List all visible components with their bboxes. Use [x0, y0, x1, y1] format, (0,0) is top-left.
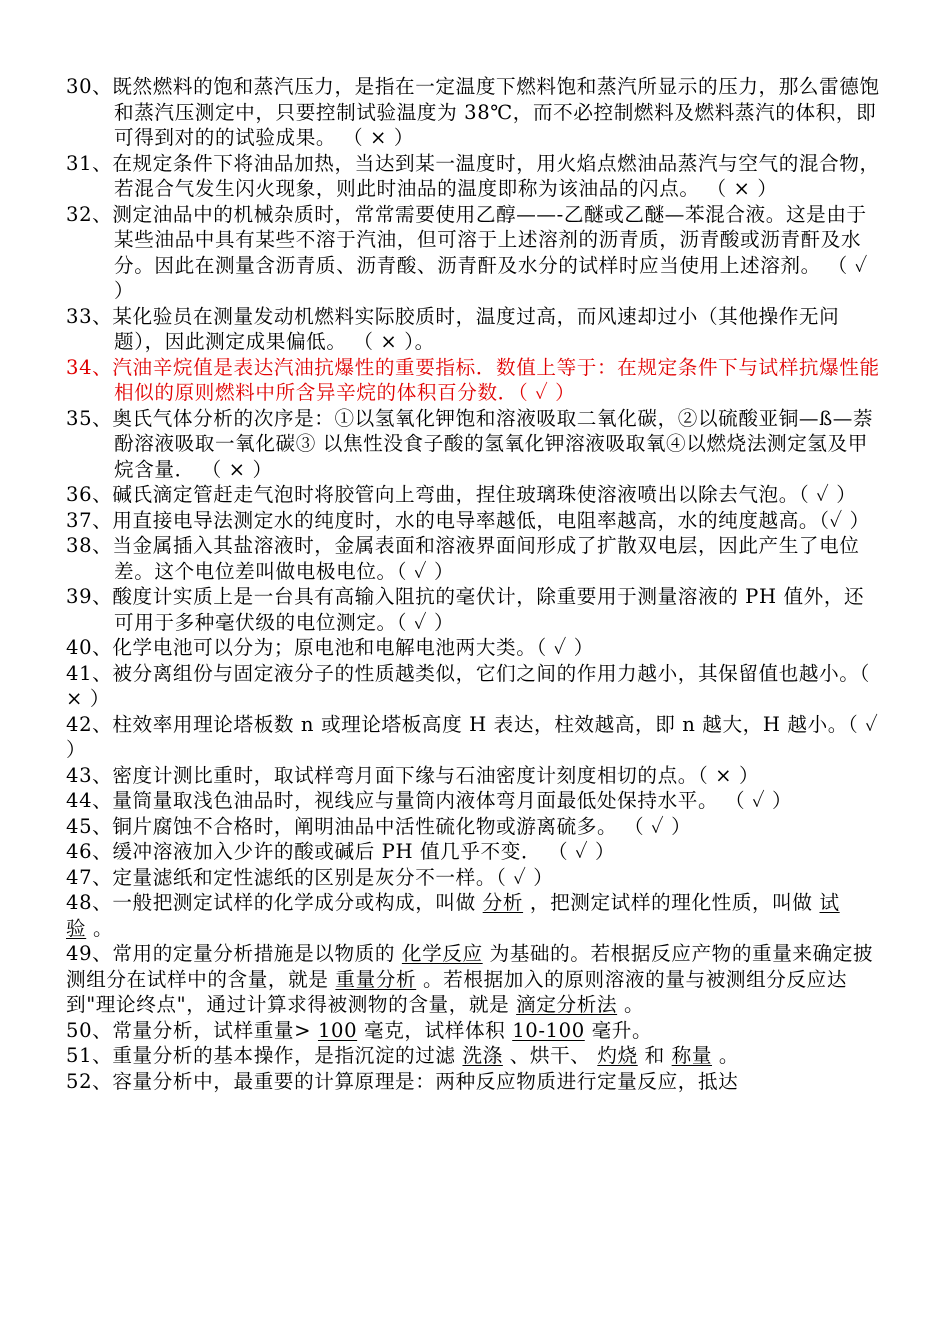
- question-number: 44: [66, 789, 93, 812]
- question-text: 、重量分析的基本操作，是指沉淀的过滤: [92, 1044, 456, 1067]
- question-text: 、柱效率用理论塔板数 n 或理论塔板高度 H 表达，柱效越高，即 n 越大，H 越小。（ ✓ ）: [66, 712, 879, 761]
- question-text: 。: [623, 993, 645, 1016]
- question-text: 。: [93, 916, 114, 940]
- fill-in-answer: 洗涤: [462, 1044, 503, 1067]
- question-35: [66, 406, 884, 483]
- fill-in-answer: 滴定分析法: [516, 993, 618, 1016]
- question-text: 、常用的定量分析措施是以物质的: [92, 942, 396, 965]
- question-39: [66, 584, 884, 635]
- question-text: ，把测定试样的理化性质，叫做: [529, 891, 813, 914]
- question-text: 、碱氏滴定管赶走气泡时将胶管向上弯曲，捏住玻璃珠使溶液喷出以除去气泡。（ ✓ ）: [92, 483, 857, 506]
- fill-in-answer: 灼烧: [597, 1044, 638, 1067]
- question-text: 、缓冲溶液加入少许的酸或碱后 PH 值几乎不变． （ ✓ ）: [92, 840, 616, 863]
- question-text: 为基础的。若根据反应产物的重量来确定披测组分在试样中的含量，就是: [66, 942, 874, 991]
- question-number: 31: [66, 151, 93, 175]
- question-40: [66, 635, 884, 661]
- question-number: 51: [66, 1044, 93, 1067]
- question-text: 、化学电池可以分为；原电池和电解电池两大类。（ ✓ ）: [92, 636, 594, 659]
- question-number: 35: [66, 406, 93, 430]
- question-text: 、密度计测比重时，取试样弯月面下缘与石油密度计刻度相切的点。（ × ）: [92, 763, 760, 787]
- question-number: 32: [66, 202, 93, 226]
- question-text: 。: [718, 1044, 740, 1067]
- question-number: 50: [66, 1018, 93, 1042]
- question-47: [66, 865, 884, 891]
- question-42: [66, 712, 884, 763]
- question-44: [66, 788, 884, 814]
- question-number: 40: [66, 636, 93, 659]
- question-37: [66, 508, 884, 534]
- fill-in-answer: 分析: [482, 891, 524, 914]
- question-33: [66, 304, 884, 355]
- question-38: [66, 533, 884, 584]
- question-number: 48: [66, 891, 93, 914]
- question-text: 、酸度计实质上是一台具有高输入阻抗的毫伏计，除重要用于测量溶液的 PH 值外，还可用于多种毫伏级的电位测定。（ ✓ ）: [92, 585, 865, 634]
- question-36: [66, 482, 884, 508]
- question-number: 49: [66, 942, 93, 965]
- question-number: 52: [66, 1069, 93, 1093]
- question-text: 、用直接电导法测定水的纯度时，水的电导率越低，电阻率越高，水的纯度越高。（✓ ）: [92, 508, 870, 532]
- fill-in-answer: 10-100: [512, 1018, 585, 1042]
- question-number: 42: [66, 712, 93, 736]
- question-51: [66, 1043, 884, 1069]
- fill-in-answer: 试验: [66, 891, 840, 940]
- question-number: 45: [66, 814, 93, 838]
- question-45: [66, 814, 884, 840]
- question-48: [66, 890, 884, 941]
- question-number: 30: [66, 75, 93, 98]
- question-number: 47: [66, 865, 93, 889]
- question-text: 毫升。: [591, 1018, 653, 1042]
- question-52: [66, 1069, 884, 1095]
- question-text: 和: [644, 1044, 665, 1067]
- question-50: [66, 1018, 884, 1044]
- question-41: [66, 661, 884, 712]
- question-text: 、定量滤纸和定性滤纸的区别是灰分不一样。（ ✓ ）: [92, 865, 554, 889]
- question-number: 34: [66, 355, 93, 379]
- question-number: 43: [66, 763, 93, 787]
- question-31: [66, 151, 884, 202]
- question-text: 、被分离组份与固定液分子的性质越类似，它们之间的作用力越小，其保留值也越小。（ × ）: [66, 661, 870, 710]
- question-text: 、烘干、: [509, 1044, 591, 1067]
- fill-in-answer: 重量分析: [335, 967, 417, 991]
- question-text: 、某化验员在测量发动机燃料实际胶质时，温度过高，而风速却过小（其他操作无问题），因此测定成果偏低。 （ × ）。: [92, 304, 840, 353]
- question-text: 、量筒量取浅色油品时，视线应与量筒内液体弯月面最低处保持水平。 （ ✓ ）: [92, 789, 793, 812]
- question-text: 、当金属插入其盐溶液时，金属表面和溶液界面间形成了扩散双电层，因此产生了电位差。这个电位差叫做电极电位。（ ✓ ）: [92, 534, 860, 583]
- fill-in-answer: 称量: [671, 1044, 713, 1067]
- exam-page: [66, 74, 884, 1094]
- question-30: [66, 74, 884, 151]
- question-text: 毫克，试样体积: [364, 1018, 506, 1042]
- question-text: 、在规定条件下将油品加热，当达到某一温度时，用火焰点燃油品蒸汽与空气的混合物，若混合气发生闪火现象，则此时油品的温度即称为该油品的闪点。 （ × ）: [92, 151, 880, 200]
- question-34-highlighted: [66, 355, 884, 406]
- question-text: 、汽油辛烷值是表达汽油抗爆性的重要指标．数值上等于：在规定条件下与试样抗爆性能相似的原则燃料中所含异辛烷的体积百分数．（ ✓ ）: [92, 355, 880, 404]
- fill-in-answer: 化学反应: [401, 942, 483, 965]
- question-text: 、常量分析，试样重量>: [92, 1018, 312, 1042]
- question-text: 、奥氏气体分析的次序是：①以氢氧化钾饱和溶液吸取二氧化碳，②以硫酸亚铜—ß—萘酚溶液吸取一氧化碳③ 以焦性没食子酸的氢氧化钾溶液吸取氧④以燃烧法测定氢及甲烷含量． （ × ）: [92, 406, 874, 481]
- question-number: 36: [66, 483, 93, 506]
- question-text: 、铜片腐蚀不合格时，阐明油品中活性硫化物或游离硫多。 （ ✓ ）: [92, 814, 692, 838]
- fill-in-answer: 100: [317, 1018, 358, 1042]
- question-number: 38: [66, 534, 93, 557]
- question-text: 、一般把测定试样的化学成分或构成，叫做: [92, 891, 476, 914]
- question-text: 。若根据加入的原则溶液的量与被测组分反应达到"理论终点"，通过计算求得被测物的含量，就是: [66, 967, 848, 1016]
- question-text: 、既然燃料的饱和蒸汽压力，是指在一定温度下燃料饱和蒸汽所显示的压力，那么雷德饱和蒸汽压测定中，只要控制试验温度为 38℃，而不必控制燃料及燃料蒸汽的体积，即可得到对的的试验成果。 （ × ）: [92, 75, 880, 149]
- question-number: 33: [66, 304, 93, 328]
- question-text: 、容量分析中，最重要的计算原理是：两种反应物质进行定量反应，抵达: [92, 1069, 739, 1093]
- question-number: 46: [66, 840, 93, 863]
- question-43: [66, 763, 884, 789]
- question-number: 37: [66, 508, 93, 532]
- question-number: 41: [66, 661, 93, 685]
- question-text: 、测定油品中的机械杂质时，常常需要使用乙醇——-乙醚或乙醚—苯混合液。这是由于某些油品中具有某些不溶于汽油，但可溶于上述溶剂的沥青质，沥青酸或沥青酐及水分。因此在测量含沥青质、沥青酸、沥青酐及水分的试样时应当使用上述溶剂。 （ ✓ ）: [92, 202, 868, 302]
- question-number: 39: [66, 585, 93, 608]
- question-32: [66, 202, 884, 304]
- question-49: [66, 941, 884, 1018]
- question-46: [66, 839, 884, 865]
